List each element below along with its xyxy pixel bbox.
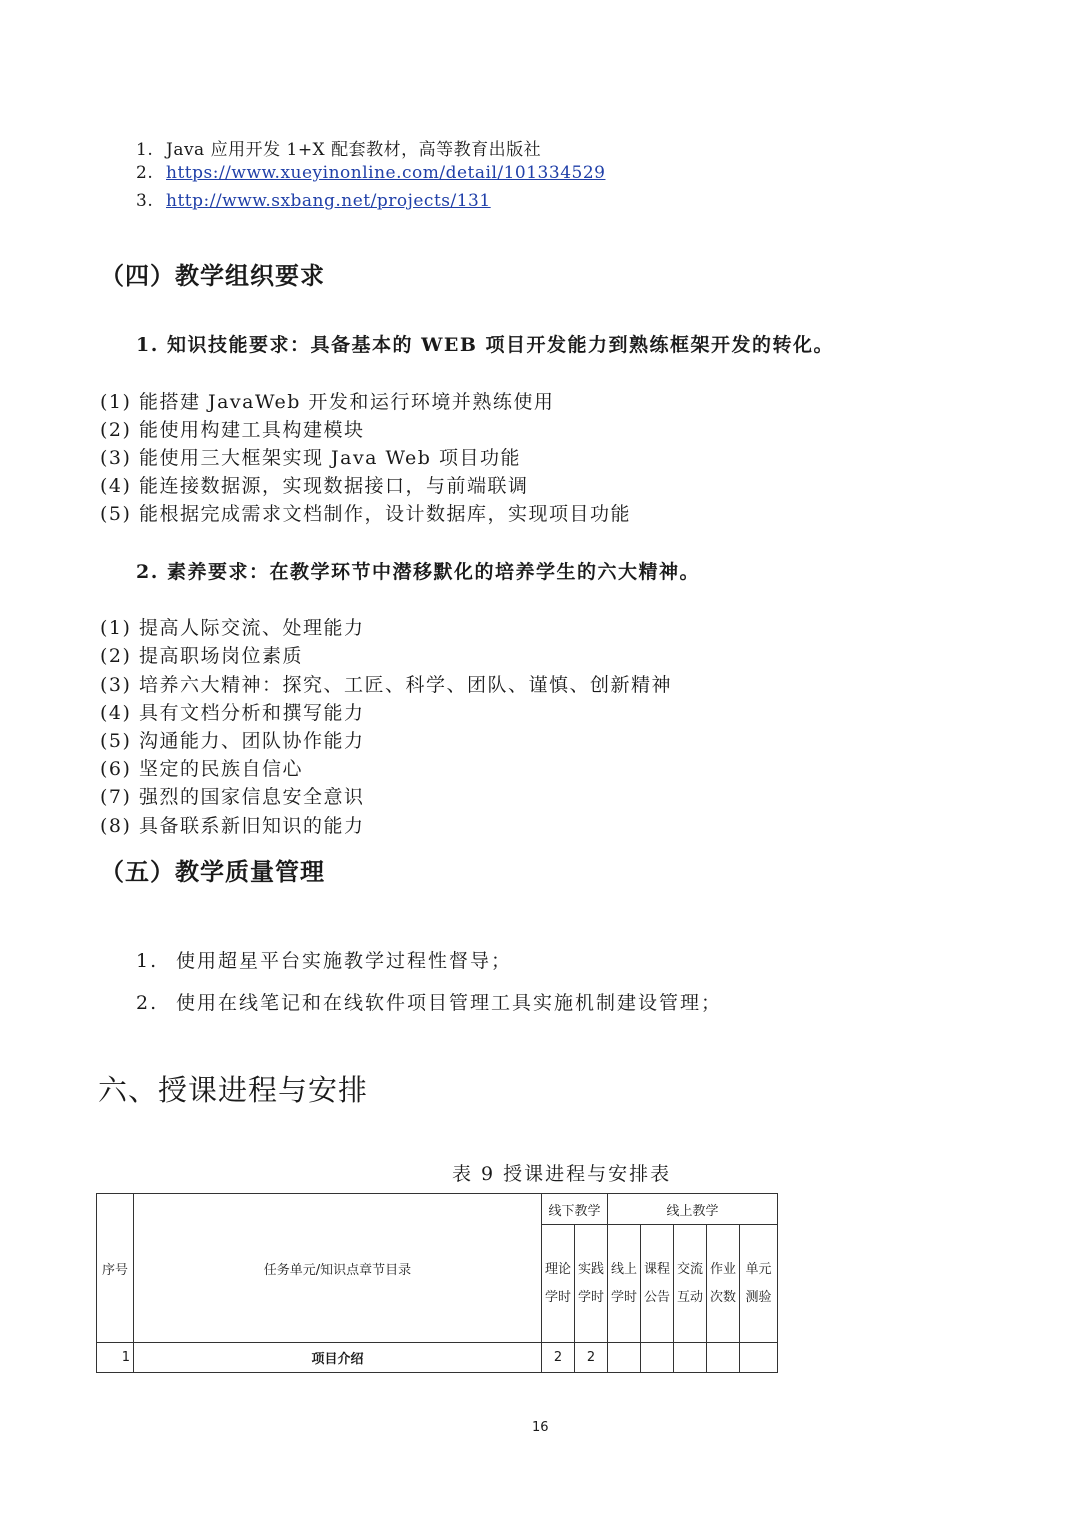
reference-1-text: Java 应用开发 1+X 配套教材，高等教育出版社 — [166, 140, 542, 160]
section6-title: 六、授课进程与安排 — [98, 1073, 369, 1107]
literacy-item-3: (3) 培养六大精神：探究、工匠、科学、团队、谨慎、创新精神 — [100, 674, 672, 696]
literacy-item-6: (6) 坚定的民族自信心 — [100, 758, 303, 780]
header-course-notice: 课程 公告 — [641, 1225, 674, 1343]
header-seq: 序号 — [97, 1194, 134, 1343]
header-online-hours: 线上 学时 — [608, 1225, 641, 1343]
cell-notice — [641, 1343, 674, 1373]
skill-item-2: (2) 能使用构建工具构建模块 — [100, 419, 365, 441]
header-homework-count: 作业 次数 — [707, 1225, 740, 1343]
cell-practice: 2 — [575, 1343, 608, 1373]
cell-homework — [707, 1343, 740, 1373]
cell-online-hours — [608, 1343, 641, 1373]
cell-seq: 1 — [97, 1343, 134, 1373]
cell-theory: 2 — [542, 1343, 575, 1373]
reference-2-link[interactable]: https://www.xueyinonline.com/detail/101334529 — [166, 163, 606, 183]
section5-title: （五）教学质量管理 — [100, 858, 325, 886]
table-caption: 表 9 授课进程与安排表 — [452, 1163, 672, 1185]
reference-3-link[interactable]: http://www.sxbang.net/projects/131 — [166, 191, 491, 211]
reference-3: 3. http://www.sxbang.net/projects/131 — [136, 191, 491, 211]
reference-1: 1. Java 应用开发 1+X 配套教材，高等教育出版社 — [136, 140, 542, 160]
literacy-item-4: (4) 具有文档分析和撰写能力 — [100, 702, 365, 724]
skill-item-1: (1) 能搭建 JavaWeb 开发和运行环境并熟练使用 — [100, 391, 555, 413]
cell-test — [740, 1343, 778, 1373]
quality-item-1: 1. 使用超星平台实施教学过程性督导； — [136, 950, 513, 972]
skill-item-5: (5) 能根据完成需求文档制作，设计数据库，实现项目功能 — [100, 503, 631, 525]
literacy-item-7: (7) 强烈的国家信息安全意识 — [100, 786, 365, 808]
skill-item-3: (3) 能使用三大框架实现 Java Web 项目功能 — [100, 447, 521, 469]
literacy-item-8: (8) 具备联系新旧知识的能力 — [100, 815, 365, 837]
cell-interact — [674, 1343, 707, 1373]
header-online: 线上教学 — [608, 1194, 778, 1225]
header-theory-hours: 理论 学时 — [542, 1225, 575, 1343]
reference-2: 2. https://www.xueyinonline.com/detail/101334529 — [136, 163, 606, 183]
skill-item-4: (4) 能连接数据源，实现数据接口，与前端联调 — [100, 475, 529, 497]
header-interaction: 交流 互动 — [674, 1225, 707, 1343]
literacy-item-5: (5) 沟通能力、团队协作能力 — [100, 730, 365, 752]
literacy-item-1: (1) 提高人际交流、处理能力 — [100, 617, 365, 639]
header-offline: 线下教学 — [542, 1194, 608, 1225]
page-number: 16 — [532, 1420, 549, 1435]
literacy-requirement: 2. 素养要求：在教学环节中潜移默化的培养学生的六大精神。 — [136, 561, 700, 583]
knowledge-skill-requirement: 1. 知识技能要求：具备基本的 WEB 项目开发能力到熟练框架开发的转化。 — [136, 334, 835, 356]
schedule-table — [96, 1193, 778, 1373]
literacy-item-2: (2) 提高职场岗位素质 — [100, 645, 303, 667]
header-practice-hours: 实践 学时 — [575, 1225, 608, 1343]
quality-item-2: 2. 使用在线笔记和在线软件项目管理工具实施机制建设管理； — [136, 992, 723, 1014]
cell-unit: 项目介绍 — [134, 1343, 542, 1373]
section4-title: （四）教学组织要求 — [100, 262, 325, 290]
header-unit: 任务单元/知识点章节目录 — [134, 1194, 542, 1343]
header-unit-test: 单元 测验 — [740, 1225, 778, 1343]
table-row — [97, 1343, 778, 1373]
